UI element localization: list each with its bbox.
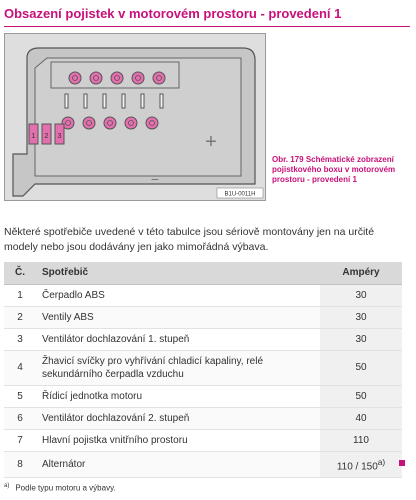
row-number: 4 bbox=[4, 350, 36, 385]
blade-fuse-label: 2 bbox=[44, 133, 49, 140]
terminal-4 bbox=[132, 72, 144, 84]
row-number: 7 bbox=[4, 429, 36, 451]
row-number: 6 bbox=[4, 407, 36, 429]
table-row bbox=[4, 385, 402, 407]
table-row bbox=[4, 306, 402, 328]
row-consumer: Žhavicí svíčky pro vyhřívání chladicí kapaliny, relé sekundárního čerpadla vzduchu bbox=[36, 350, 320, 385]
row-consumer: Ventilátor dochlazování 2. stupeň bbox=[36, 407, 320, 429]
terminal-3 bbox=[111, 72, 123, 84]
blade-fuses bbox=[29, 124, 64, 144]
row-number: 2 bbox=[4, 306, 36, 328]
header-number: Č. bbox=[4, 262, 36, 284]
intro-paragraph: Některé spotřebiče uvedené v této tabulce jsou sériově montovány jen na určité modely nebo jsou dodávány jen jako mimořádná výbava. bbox=[4, 226, 375, 253]
row-number: 3 bbox=[4, 328, 36, 350]
terminal-6-icon bbox=[104, 117, 116, 129]
fuse-strip bbox=[141, 94, 144, 108]
figure-caption-text: Schématické zobrazení pojistkového boxu v motorovém prostoru - provedení 1 bbox=[272, 155, 396, 184]
blade-fuse-label: 1 bbox=[31, 133, 36, 140]
row-consumer: Čerpadlo ABS bbox=[36, 284, 320, 306]
fuse-box-figure bbox=[4, 33, 266, 201]
footnote bbox=[4, 483, 116, 493]
fuse-table bbox=[4, 262, 402, 478]
row-amps: 30 bbox=[320, 328, 402, 350]
footnote-mark: a) bbox=[4, 483, 10, 489]
fuse-strip bbox=[65, 94, 68, 108]
terminal-8-icon bbox=[146, 117, 158, 129]
figure-code: B1U-0011H bbox=[224, 191, 256, 198]
terminal-7-icon bbox=[125, 117, 137, 129]
fuse-strip bbox=[122, 94, 125, 108]
row-consumer: Hlavní pojistka vnitřního prostoru bbox=[36, 429, 320, 451]
row-number: 8 bbox=[4, 451, 36, 477]
row-amps: 40 bbox=[320, 407, 402, 429]
row-amps: 50 bbox=[320, 385, 402, 407]
row-amps-value: 110 / 150 bbox=[336, 460, 378, 472]
header-amps: Ampéry bbox=[320, 262, 402, 284]
row-amps-footnote-mark: a) bbox=[377, 456, 386, 467]
minus-sign-icon: − bbox=[150, 171, 160, 187]
table-row bbox=[4, 350, 402, 385]
fuse-strip bbox=[160, 94, 163, 108]
row-consumer: Ventilátor dochlazování 1. stupeň bbox=[36, 328, 320, 350]
row-number: 1 bbox=[4, 284, 36, 306]
terminal-5 bbox=[153, 72, 165, 84]
table-row bbox=[4, 451, 402, 477]
fuse-strip bbox=[84, 94, 87, 108]
row-consumer: Řídicí jednotka motoru bbox=[36, 385, 320, 407]
table-header-row bbox=[4, 262, 402, 284]
row-amps bbox=[320, 451, 402, 477]
terminal-2 bbox=[90, 72, 102, 84]
section-end-marker bbox=[399, 460, 405, 466]
title-rule bbox=[4, 26, 410, 27]
footnote-text: Podle typu motoru a výbavy. bbox=[15, 483, 116, 493]
terminal-1 bbox=[69, 72, 81, 84]
table-row bbox=[4, 429, 402, 451]
row-number: 5 bbox=[4, 385, 36, 407]
header-consumer: Spotřebič bbox=[36, 262, 320, 284]
row-amps: 30 bbox=[320, 306, 402, 328]
row-consumer: Ventily ABS bbox=[36, 306, 320, 328]
page-title: Obsazení pojistek v motorovém prostoru - provedení 1 bbox=[4, 6, 342, 21]
table-row bbox=[4, 284, 402, 306]
fuse-box-diagram bbox=[5, 34, 267, 202]
row-amps: 50 bbox=[320, 350, 402, 385]
terminal-5-icon bbox=[83, 117, 95, 129]
blade-fuse-label: 3 bbox=[57, 133, 62, 140]
fuse-strip bbox=[103, 94, 106, 108]
row-amps: 110 bbox=[320, 429, 402, 451]
plus-sign-icon: + bbox=[205, 131, 217, 153]
row-consumer: Alternátor bbox=[36, 451, 320, 477]
table-row bbox=[4, 407, 402, 429]
figure-caption bbox=[272, 155, 412, 185]
table-row bbox=[4, 328, 402, 350]
row-amps: 30 bbox=[320, 284, 402, 306]
figure-caption-number: Obr. 179 bbox=[272, 155, 304, 164]
